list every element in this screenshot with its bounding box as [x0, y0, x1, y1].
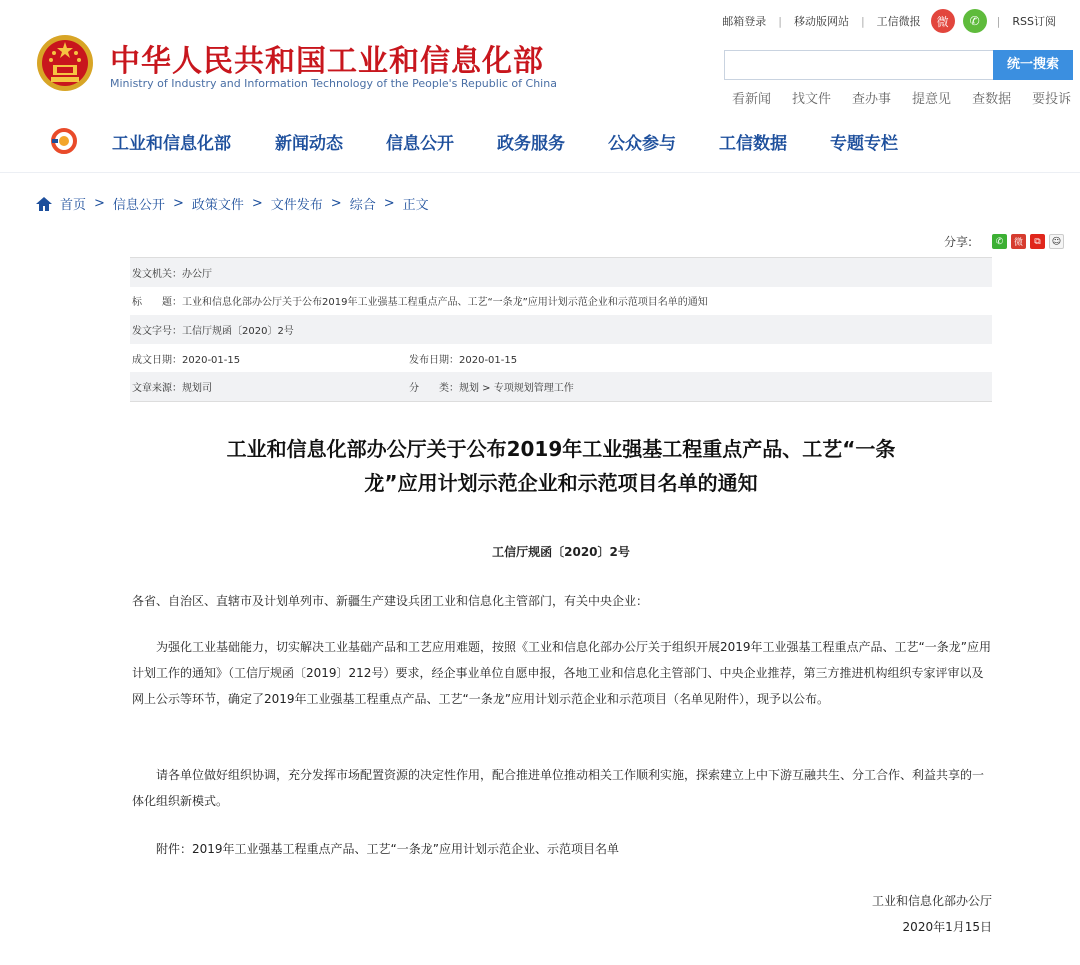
nav-item-topics[interactable]: 专题专栏 — [830, 134, 898, 154]
breadcrumb-policy[interactable]: 政策文件 — [191, 198, 244, 213]
meta-row-issuer — [130, 258, 992, 287]
search-input[interactable] — [724, 50, 994, 80]
quick-link-complaint[interactable]: 要投诉 — [1032, 92, 1072, 107]
wechat-icon[interactable]: ✆ — [992, 234, 1007, 249]
rss-link[interactable]: RSS订阅 — [1012, 15, 1056, 28]
breadcrumb-home[interactable]: 首页 — [60, 198, 87, 213]
national-emblem-icon[interactable] — [36, 33, 94, 93]
qq-icon[interactable]: ☺ — [1049, 234, 1064, 249]
article-signature: 工业和信息化部办公厅 — [871, 894, 992, 908]
nav-item-data[interactable]: 工信数据 — [719, 134, 787, 154]
quick-link-feedback[interactable]: 提意见 — [912, 92, 952, 107]
site-title[interactable]: 中华人民共和国工业和信息化部 — [110, 44, 544, 79]
meta-title: 标 题：工业和信息化部办公厅关于公布2019年工业强基工程重点产品、工艺“一条龙”应用计划示范企业和示范项目名单的通知 — [132, 297, 708, 309]
home-icon[interactable] — [36, 197, 52, 211]
article-title — [130, 432, 992, 500]
article-paragraph-1: 为强化工业基础能力，切实解决工业基础产品和工艺应用难题，按照《工业和信息化部办公厅关于组织开展2019年工业强基工程重点产品、工艺“一条龙”应用计划工作的通知》（工信厅规函〔2019〕212号）要求，经企事业单位自愿申报，各地工业和信息化主管部门、中央企业推荐，第三方推进机构组织专家评审以及网上公示等环节，确定了2019年工业强基工程重点产品、工艺“一条龙”应用计划示范企业和示范项目（名单见附件），现予以公布。 — [132, 640, 991, 706]
meta-created: 成文日期：2020-01-15 — [132, 354, 241, 366]
quick-link-files[interactable]: 找文件 — [792, 92, 832, 107]
meta-row-dates — [130, 344, 992, 373]
nav-item-services[interactable]: 政务服务 — [497, 134, 565, 154]
separator: | — [778, 14, 782, 28]
separator: | — [996, 14, 1001, 28]
meta-source: 文章来源：规划司 — [132, 383, 212, 395]
separator: | — [860, 14, 865, 28]
site-title-en: Ministry of Industry and Information Technology of the People's Republic of China — [110, 77, 557, 90]
chevron-right-icon: > — [172, 196, 184, 211]
nav-item-info[interactable]: 信息公开 — [386, 134, 454, 154]
breadcrumb-current: 正文 — [402, 198, 429, 213]
breadcrumb-general[interactable]: 综合 — [349, 198, 376, 213]
wechat-icon[interactable]: ✆ — [963, 9, 987, 33]
meta-row-docno — [130, 315, 992, 344]
quick-links — [732, 88, 1080, 107]
article-paragraph-2: 请各单位做好组织协调，充分发挥市场配置资源的决定性作用，配合推进单位推动相关工作顺利实施，探索建立上中下游互融共生、分工合作、利益共享的一体化组织新模式。 — [132, 768, 985, 808]
breadcrumb-info[interactable]: 信息公开 — [112, 198, 165, 213]
meta-doc-no: 发文字号：工信厅规函〔2020〕2号 — [132, 325, 294, 337]
search-button[interactable]: 统一搜索 — [993, 50, 1073, 80]
article-title-line2: 龙”应用计划示范企业和示范项目名单的通知 — [364, 471, 758, 495]
meta-category: 分 类：规划 > 专项规划管理工作 — [409, 383, 574, 395]
meta-row-source — [130, 372, 992, 401]
quick-link-news[interactable]: 看新闻 — [732, 92, 772, 107]
article-attachment[interactable]: 附件：2019年工业强基工程重点产品、工艺“一条龙”应用计划示范企业、示范项目名单 — [156, 842, 619, 856]
article-date: 2020年1月15日 — [902, 920, 992, 934]
document-meta-table — [130, 257, 992, 402]
breadcrumb-release[interactable]: 文件发布 — [270, 198, 323, 213]
weibo-icon[interactable]: 微 — [931, 9, 955, 33]
site-header — [0, 0, 1080, 172]
quick-link-services[interactable]: 查办事 — [852, 92, 892, 107]
weibo-icon[interactable]: 微 — [1011, 234, 1026, 249]
ministry-logo-icon[interactable] — [50, 128, 78, 154]
chevron-right-icon: > — [251, 196, 263, 211]
main-nav — [0, 120, 1080, 162]
breadcrumb — [36, 194, 429, 213]
meta-issuer: 发文机关：办公厅 — [132, 268, 212, 280]
article-title-line1: 工业和信息化部办公厅关于公布2019年工业强基工程重点产品、工艺“一条 — [226, 437, 896, 461]
nav-item-news[interactable]: 新闻动态 — [275, 134, 343, 154]
article-salutation: 各省、自治区、直辖市及计划单列市、新疆生产建设兵团工业和信息化主管部门，有关中央企业： — [132, 594, 649, 608]
share-bar — [944, 233, 1064, 250]
header-divider — [0, 172, 1080, 173]
share-label: 分享: — [943, 235, 972, 249]
nav-item-participation[interactable]: 公众参与 — [608, 134, 676, 154]
nav-item-home[interactable]: 工业和信息化部 — [112, 134, 231, 154]
mail-login-link[interactable]: 邮箱登录 — [722, 15, 767, 28]
article-doc-number: 工信厅规函〔2020〕2号 — [492, 545, 630, 559]
micro-report-link[interactable]: 工信微报 — [876, 15, 921, 28]
meta-row-title — [130, 287, 992, 316]
quick-link-data[interactable]: 查数据 — [972, 92, 1012, 107]
chevron-right-icon: > — [383, 196, 395, 211]
top-links — [716, 8, 1062, 34]
meta-published: 发布日期：2020-01-15 — [409, 354, 518, 366]
chevron-right-icon: > — [330, 196, 342, 211]
pdf-icon[interactable]: ⧉ — [1030, 234, 1045, 249]
mobile-site-link[interactable]: 移动版网站 — [793, 15, 849, 28]
chevron-right-icon: > — [94, 196, 105, 211]
